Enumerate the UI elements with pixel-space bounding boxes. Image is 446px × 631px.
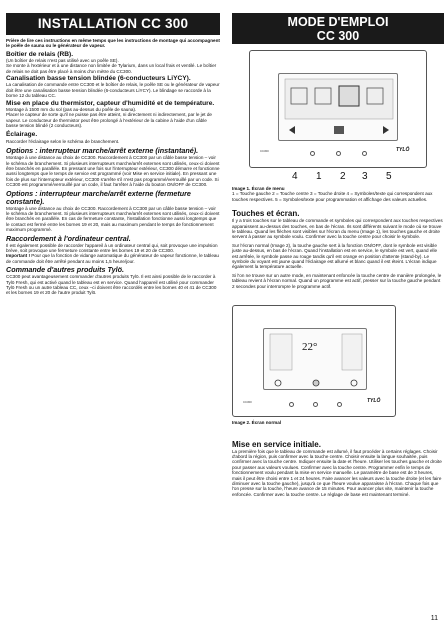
other-products-text: CC300 peut avantageusement commander d'autres produits Tylö. Il est ainsi possible de le raccorder à Tylö Fresh, qui est activé quand le tableau est en service. Quand l'appareil est utilisé pour commander Tylö Fresh ou un autre tableau CC, ceux –ci doivent être raccordés entre les bornes 40 et 41 de CC300 et les bornes 19 et 20 de l'autre produit Tylö.: [6, 274, 217, 296]
lighting-text: Raccorder l'éclairage selon le schéma de branchement.: [6, 138, 120, 144]
right-key[interactable]: [362, 151, 367, 156]
installation-banner: INSTALLATION CC 300: [6, 13, 220, 35]
user-manual-banner: [232, 13, 444, 44]
figure1-caption-title: Image 1. Écran de menu: [232, 186, 285, 191]
callout-1: 1: [316, 171, 322, 182]
left-key-2[interactable]: [289, 402, 294, 407]
center-key[interactable]: [336, 151, 341, 156]
cable-text: La canalisation de commande entre CC300 et le boîtier de relais, le poêle SE ou le générateur de vapeur doit être une canalisation basse tension blindée (6-conducteurs LiYCY). Le blindage se raccorde à la borne 12 du tableau CC.: [6, 82, 220, 99]
relay-box-text-2: Se monte à l'extérieur et à une distance non limitée de Tylarium, dans un local frais et ventilé. Le boîtier de relais ne doit pas être placé à moins d'un mètre du CC300.: [6, 63, 217, 74]
other-products-heading: Commande d'autres produits Tylö.: [6, 265, 125, 275]
important-label: Important !: [6, 253, 30, 259]
central-computer-important: [6, 253, 220, 264]
figure1-caption-text: 1 = Touche gauche 2 = Touche centre 3 = Touche droite 4 = Symboles/texte qui correspondent aux touches respectives. 5 = Symboles/texte pour programmation et affichage des valeurs actuelles.: [232, 191, 433, 202]
relay-box-heading: Boîtier de relais (RB).: [6, 50, 74, 58]
cable-heading: Canalisation basse tension blindée (6-conducteurs LiYCY).: [6, 75, 191, 83]
figure2-caption: [232, 420, 444, 425]
menu-screen-graphic: [279, 74, 399, 142]
initial-setup-heading: Mise en service initiale.: [232, 439, 321, 449]
menu-screen: [278, 73, 398, 141]
figure1-caption: [232, 186, 444, 202]
center-key-2[interactable]: [313, 402, 318, 407]
right-key-2[interactable]: [337, 402, 342, 407]
installation-column: [6, 13, 220, 296]
user-manual-column: [232, 13, 444, 497]
keys-screen-text-1: Il y a trois touches sur le tableau de commande et symboles qui correspondent aux touches respectives apparaissent au-dessus des touches, en bas de l'écran. Ils sont différents suivant le mode où se trouve le tableau. Quand les flèches sont visibles sur l'écran du menu (Image 1), les touches gauche et droite servent à passer au symbole voulu. Confirmer avec la touche centre pour choisir le symbole.: [232, 218, 443, 240]
switch-instant-text: Montage à une distance au choix de CC300. Raccordement à CC300 par un câble basse tension – voir le schéma de branchement. Si plusieurs interrupteurs marche/arrêt externes sont utilisés, ceux-ci doivent être branchés en parallèle. En pressant une fois sur l'interrupteur extérieur, CC300 démarre et fonctionne aussi longtemps que le temps de service est programmé (voir Mise en service initiale). En pressant une fois de plus sur l'interrupteur extérieur, CC300 s'arrête s'il n'est pas programmé/verrouillé par un code. Si CC300 est programmé/verrouillé par un code, il faut l'arrêter à l'aide du bouton ON/OFF de CC300.: [6, 155, 220, 188]
figure1-callouts: [232, 168, 444, 186]
temperature-readout: 22°: [302, 341, 318, 354]
tylo-logo-2: TYLÖ: [367, 398, 381, 405]
important-text: Pour que la fonction de vidange automatique du générateur de vapeur fonctionne, le tableau de commande doit être arrêté pendant au moins 1,5 heure/jour.: [6, 253, 219, 264]
thermistor-heading: Mise en place du thermistor, capteur d'humidité et de température.: [6, 99, 215, 107]
tylo-logo: TYLÖ: [396, 147, 410, 153]
callout-2: 2: [340, 171, 346, 182]
keys-screen-text-3: Si l'on ne trouve sur un autre mode, en maintenant enfoncée la touche centre de manière prolongée, le tableau revient à l'écran normal. Quand un programme est actif, presser sur la touche gauche pendant 2 secondes pour interrompre le programme actif.: [232, 272, 442, 289]
left-key[interactable]: [310, 151, 315, 156]
central-computer-text: Il est également possible de raccorder l'appareil à un ordinateur central qui, soit provoque une impulsion brève, soit provoque une fermeture constante entre les bornes 19 et 20 de CC300.: [6, 242, 218, 253]
lighting-heading: Éclairage.: [6, 131, 38, 139]
central-computer-heading: Raccordement à l'ordinateur central.: [6, 233, 131, 243]
initial-setup-text: La première fois que le tableau de commande est allumé, il faut procéder à certains réglages. Choisir d'abord la région, puis confirmer avec la touche centre. Choisir ensuite la langue souhaitée, puis confirmer avec la touche centre. Indiquer ensuite la date et l'heure. Utiliser les touches gauche et droite pour passer aux valeurs voulues. Confirmer avec la touche centre. Programmer enfin le temps de fonctionnement voulu pendant la mise en service manuelle. Le paramètre de base est de 3 heures, mais il peut être choisi entre 1 et 24 heures. Faire avancer les valeurs avec la touche droite (et les faire diminuer avec la touche gauche), jusqu'à ce que l'heure voulue apparaisse à l'écran. Chaque fois que l'on presse sur la touche, l'heure avance de 15 minutes. Pour avancer plus vite, maintenir la touche enfoncée. Confirmer avec la touche centre. Le réglage de base est maintenant terminé.: [232, 448, 442, 497]
switch-constant-text: Montage à une distance au choix de CC300. Raccordement à CC300 par un câble basse tension – voir le schéma de branchement. Si plusieurs interrupteurs marche/arrêt externes sont utilisés, ceux-ci doivent être branchés en parallèle. En cas de fermeture constante, l'installation fonctionne aussi longtemps que le contact est fermé entre les bornes 19 et 20, mais au maximum pendant le temps de fonctionnement maximum programmé.: [6, 205, 220, 233]
panel-model-label: CC300: [260, 149, 269, 153]
thermistor-text-1: Montage à 1500 mm du sol (pas au-dessus du poêle de sauna).: [6, 106, 137, 112]
switch-constant-heading: Options : interrupteur marche/arrêt externe (fermeture constante).: [6, 188, 191, 206]
keys-screen-text-2: Sur l'écran normal (Image 2), la touche gauche sert à la fonction ON/OFF, dont le symbole est visible juste au-dessus, en bas de l'écran. Quand l'installation est en service, le symbole est vert, quand elle est arrêtée, le symbole passe au rouge tandis qu'il est orange en position d'attente (stand-by). Le symbole du voyant est jaune quand l'éclairage est allumé et blanc quand il est éteint. L'écran indique également la température actuelle.: [232, 242, 438, 270]
callout-5: 5: [386, 171, 392, 182]
page-number: 11: [430, 615, 438, 622]
banner-line-2: CC 300: [316, 29, 360, 43]
intro-text: Prière de lire ces instructions en même temps que les instructions de montage qui accompagnent le poêle de sauna ou le générateur de vapeur.: [6, 38, 220, 49]
callout-4: 4: [292, 171, 298, 182]
normal-screen: [263, 328, 367, 390]
control-panel-menu-image: [249, 50, 427, 168]
normal-screen-graphic: [264, 329, 368, 391]
relay-box-text-1: (Un boîtier de relais n'est pas utilisé avec un poêle SE).: [6, 58, 119, 64]
callout-3: 3: [362, 171, 368, 182]
figure2-caption-title: Image 2. Écran normal: [232, 420, 282, 426]
banner-line-1: MODE D'EMPLOI: [287, 15, 389, 29]
keys-screen-heading: Touches et écran.: [232, 209, 300, 219]
switch-instant-heading: Options : interrupteur marche/arrêt externe (instantané).: [6, 146, 199, 156]
panel-model-label-2: CC300: [243, 400, 252, 405]
control-panel-normal-image: [232, 305, 396, 417]
thermistor-text-2: Placer le capteur de sorte qu'il ne puisse pas être atteint, ni directement ni indirectement, par le jet de vapeur. Le conducteur de thermistor peut être prolongé à l'extérieur de la cabine à l'aide d'un câble basse tension blindé (2 conducteurs).: [6, 112, 212, 129]
